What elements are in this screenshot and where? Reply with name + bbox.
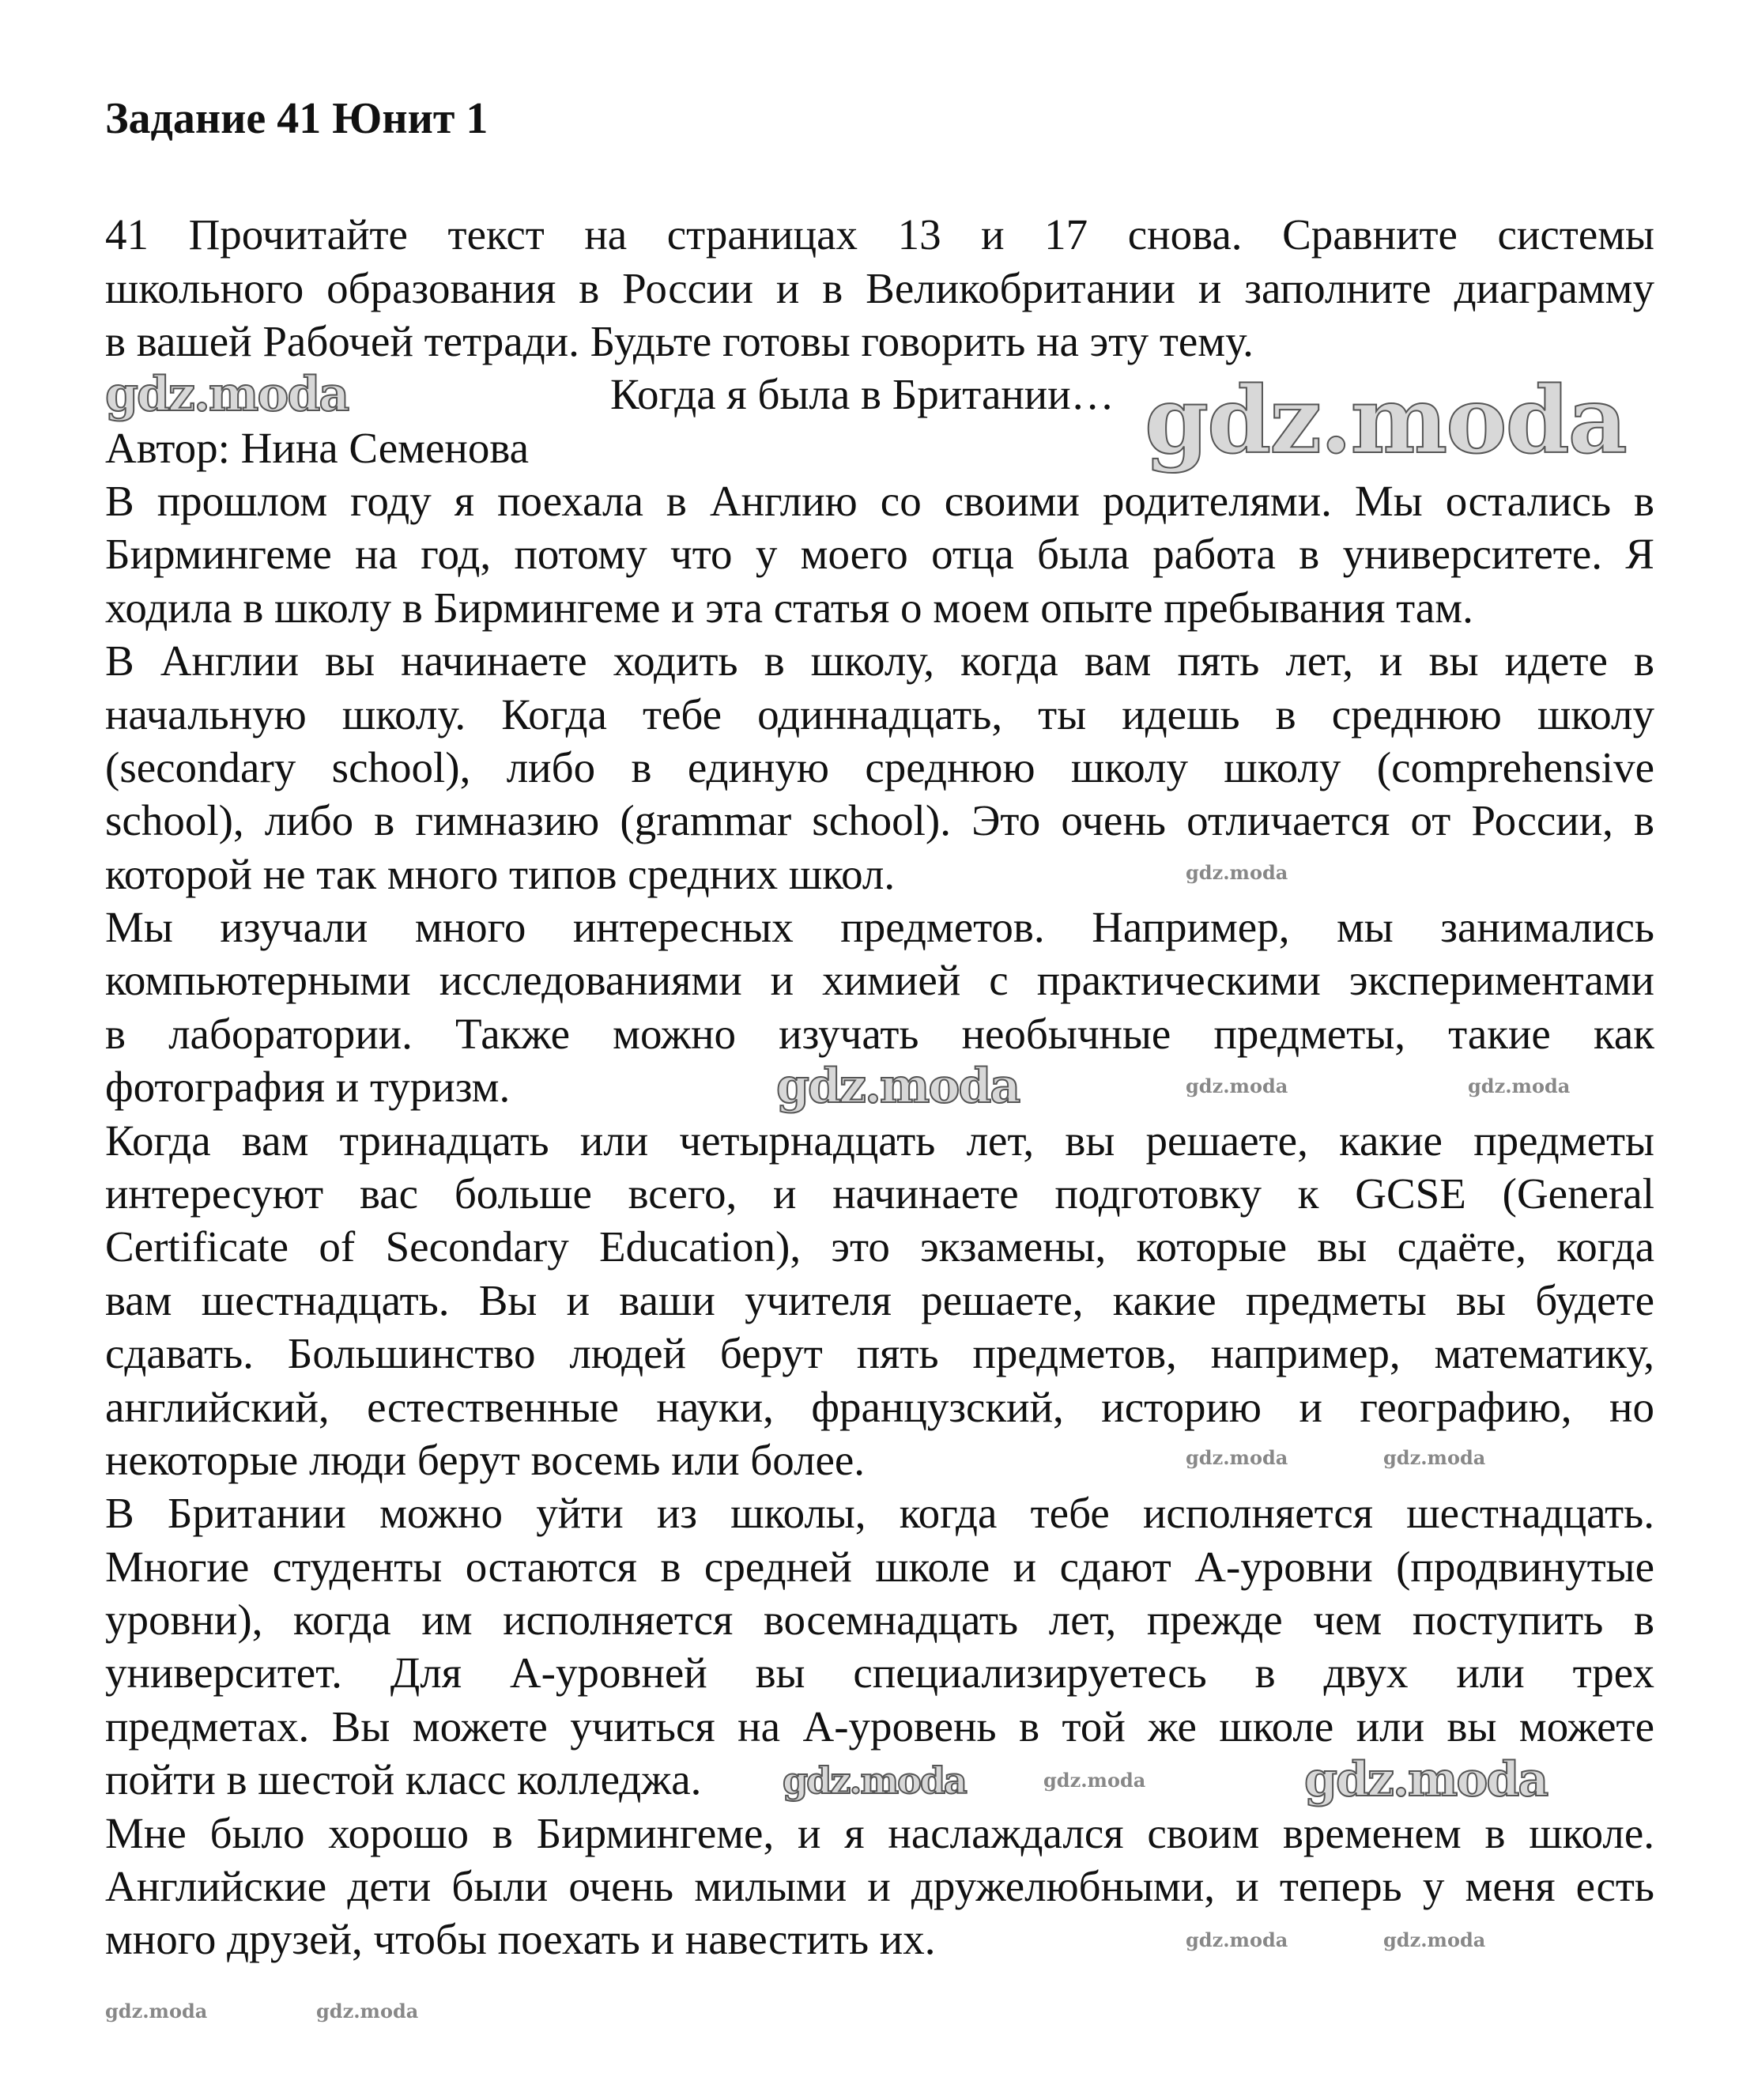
body-line: фотография и туризм. xyxy=(105,1063,511,1111)
body-line: Многие студенты остаются в средней школе и сдают А-уровни (продвинутые xyxy=(105,1543,1654,1591)
body-line: много друзей, чтобы поехать и навестить их. xyxy=(105,1915,936,1963)
watermark-logo: gdz.moda xyxy=(783,1759,966,1802)
body-line: (secondary school), либо в единую среднюю школу школу (comprehensive xyxy=(105,743,1654,791)
article-title: Когда я была в Британии… xyxy=(610,370,1115,418)
watermark-logo: gdz.moda xyxy=(1186,861,1288,884)
body-line: начальную школу. Когда тебе одиннадцать, ты идешь в среднюю школу xyxy=(105,690,1654,738)
body-line: некоторые люди берут восемь или более. xyxy=(105,1436,866,1484)
body-line: компьютерными исследованиями и химией с практическими экспериментами xyxy=(105,956,1654,1004)
body-line: Мы изучали много интересных предметов. Например, мы занимались xyxy=(105,903,1654,951)
instruction-line: 41 Прочитайте текст на страницах 13 и 17 снова. Сравните системы xyxy=(105,210,1654,259)
body-line: пойти в шестой класс колледжа. xyxy=(105,1755,702,1804)
body-line: ходила в школу в Бирмингеме и эта статья о моем опыте пребывания там. xyxy=(105,584,1473,632)
body-line: в лаборатории. Также можно изучать необычные предметы, такие как xyxy=(105,1010,1654,1058)
body-line: school), либо в гимназию (grammar school). Это очень отличается от России, в xyxy=(105,796,1654,844)
watermark-logo: gdz.moda xyxy=(1186,1075,1288,1097)
article-author: Автор: Нина Семенова xyxy=(105,424,529,472)
watermark-logo: gdz.moda xyxy=(1304,1752,1548,1807)
watermark-logo: gdz.moda xyxy=(1468,1075,1571,1097)
body-line: интересуют вас больше всего, и начинаете подготовку к GCSE (General xyxy=(105,1169,1654,1218)
instruction-line: школьного образования в России и в Великобритании и заполните диаграмму xyxy=(105,264,1654,312)
watermark-logo: gdz.moda xyxy=(1043,1769,1146,1792)
watermark-logo: gdz.moda xyxy=(105,367,349,422)
body-line: Certificate of Secondary Education), это экзамены, которые вы сдаёте, когда xyxy=(105,1222,1654,1271)
watermark-logo: gdz.moda xyxy=(105,2000,208,2023)
body-line: уровни), когда им исполняется восемнадцать лет, прежде чем поступить в xyxy=(105,1596,1654,1644)
body-line: В прошлом году я поехала в Англию со своими родителями. Мы остались в xyxy=(105,477,1654,525)
watermark-logo: gdz.moda xyxy=(1145,367,1626,474)
body-line: предметах. Вы можете учиться на А-уровень в той же школе или вы можете xyxy=(105,1702,1654,1751)
watermark-logo: gdz.moda xyxy=(1383,1446,1486,1469)
body-line: Мне было хорошо в Бирмингеме, и я наслаждался своим временем в школе. xyxy=(105,1809,1654,1857)
body-line: университет. Для А-уровней вы специализируетесь в двух или трех xyxy=(105,1649,1654,1697)
body-line: В Англии вы начинаете ходить в школу, когда вам пять лет, и вы идете в xyxy=(105,636,1654,685)
watermark-logo: gdz.moda xyxy=(1186,1446,1288,1469)
watermark-logo: gdz.moda xyxy=(1383,1928,1486,1951)
body-line: английский, естественные науки, французский, историю и географию, но xyxy=(105,1383,1654,1431)
body-line: сдавать. Большинство людей берут пять предметов, например, математику, xyxy=(105,1329,1654,1377)
body-line: В Британии можно уйти из школы, когда тебе исполняется шестнадцать. xyxy=(105,1489,1654,1537)
body-line: которой не так много типов средних школ. xyxy=(105,850,896,898)
body-line: вам шестнадцать. Вы и ваши учителя решаете, какие предметы вы будете xyxy=(105,1276,1654,1324)
instruction-line: в вашей Рабочей тетради. Будьте готовы говорить на эту тему. xyxy=(105,317,1254,365)
page-title: Задание 41 Юнит 1 xyxy=(105,94,488,143)
watermark-logo: gdz.moda xyxy=(776,1059,1020,1114)
watermark-logo: gdz.moda xyxy=(1186,1928,1288,1951)
body-line: Английские дети были очень милыми и дружелюбными, и теперь у меня есть xyxy=(105,1862,1654,1910)
watermark-logo: gdz.moda xyxy=(316,2000,419,2023)
body-line: Когда вам тринадцать или четырнадцать лет, вы решаете, какие предметы xyxy=(105,1116,1654,1165)
body-line: Бирмингеме на год, потому что у моего отца была работа в университете. Я xyxy=(105,530,1654,578)
